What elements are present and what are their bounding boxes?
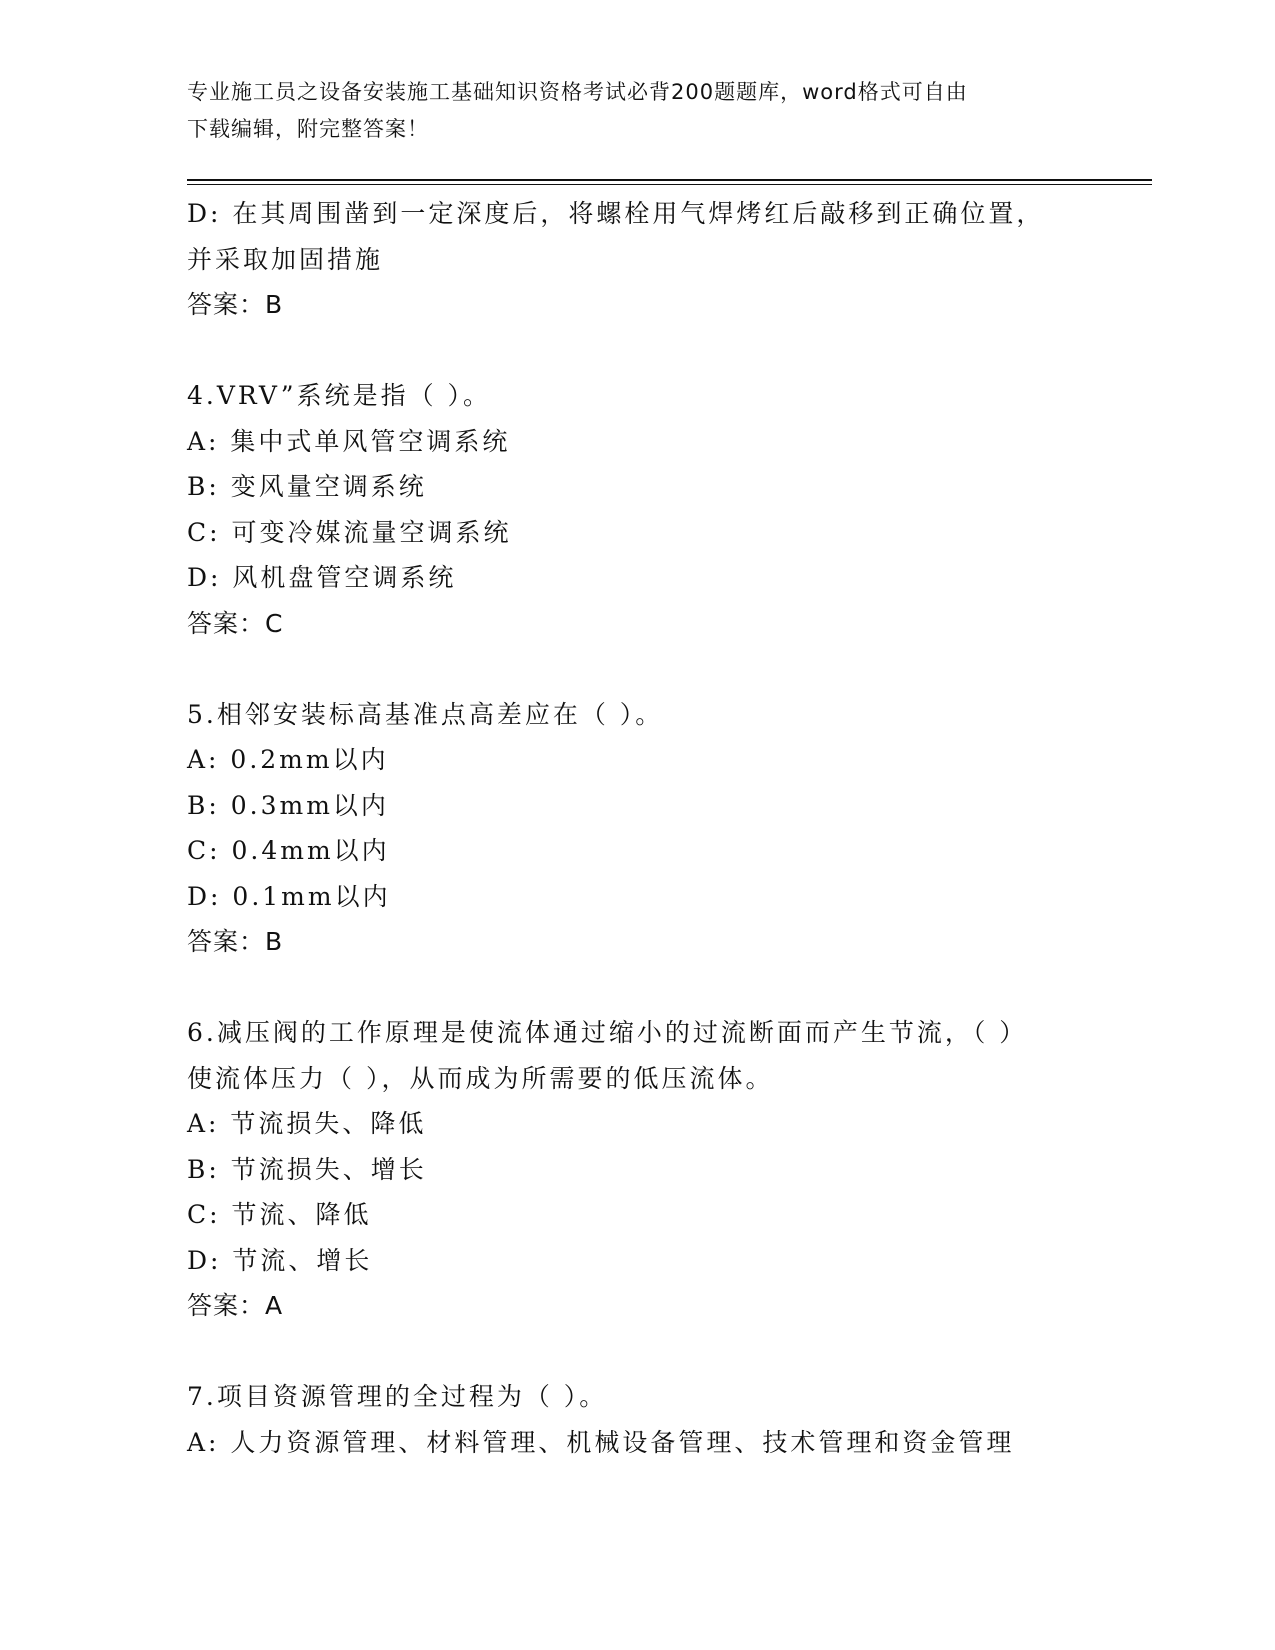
question-list <box>187 191 1107 1465</box>
option-b: B: 变风量空调系统 <box>187 472 427 501</box>
question-6 <box>187 1010 1107 1329</box>
document-header <box>187 74 1087 148</box>
spacer <box>187 646 1107 692</box>
option-a: A: 人力资源管理、材料管理、机械设备管理、技术管理和资金管理 <box>187 1427 1015 1457</box>
question-text: 5.相邻安装标高基准点高差应在（ ）。 <box>187 699 664 729</box>
option-c: C: 节流、降低 <box>187 1200 372 1229</box>
question-5 <box>187 692 1107 965</box>
spacer <box>187 1329 1107 1375</box>
option-a: A: 0.2mm以内 <box>187 745 389 774</box>
option-d: D: 风机盘管空调系统 <box>187 563 457 592</box>
question-text: 7.项目资源管理的全过程为（ ）。 <box>187 1382 608 1411</box>
question-7 <box>187 1374 1107 1465</box>
header-title-line-1: 专业施工员之设备安装施工基础知识资格考试必背200题题库，word格式可自由 <box>187 80 968 104</box>
option-b: B: 0.3mm以内 <box>187 790 389 820</box>
option-d: D: 在其周围凿到一定深度后，将螺栓用气焊烤红后敲移到正确位置， <box>187 199 1045 228</box>
answer: 答案：B <box>187 290 284 319</box>
option-d-continued: 并采取加固措施 <box>187 244 384 274</box>
option-a: A: 节流损失、降低 <box>187 1109 427 1138</box>
answer: 答案：B <box>187 927 284 956</box>
header-divider-thin <box>187 184 1152 185</box>
header-title-line-2: 下载编辑，附完整答案！ <box>187 117 429 141</box>
question-text: 4.VRV”系统是指（ ）。 <box>187 381 492 410</box>
spacer <box>187 328 1107 374</box>
option-c: C: 0.4mm以内 <box>187 836 390 865</box>
answer: 答案：A <box>187 1291 284 1320</box>
question-text-continued: 使流体压力（ ），从而成为所需要的低压流体。 <box>187 1063 774 1093</box>
answer: 答案：C <box>187 608 284 638</box>
option-d: D: 节流、增长 <box>187 1245 373 1275</box>
question-4 <box>187 373 1107 646</box>
option-a: A: 集中式单风管空调系统 <box>187 426 511 456</box>
question-3-tail <box>187 191 1107 328</box>
spacer <box>187 965 1107 1011</box>
question-text: 6.减压阀的工作原理是使流体通过缩小的过流断面而产生节流，（ ） <box>187 1018 1028 1047</box>
header-divider-thick <box>187 179 1152 181</box>
option-b: B: 节流损失、增长 <box>187 1154 427 1184</box>
option-c: C: 可变冷媒流量空调系统 <box>187 517 512 547</box>
option-d: D: 0.1mm以内 <box>187 881 391 911</box>
